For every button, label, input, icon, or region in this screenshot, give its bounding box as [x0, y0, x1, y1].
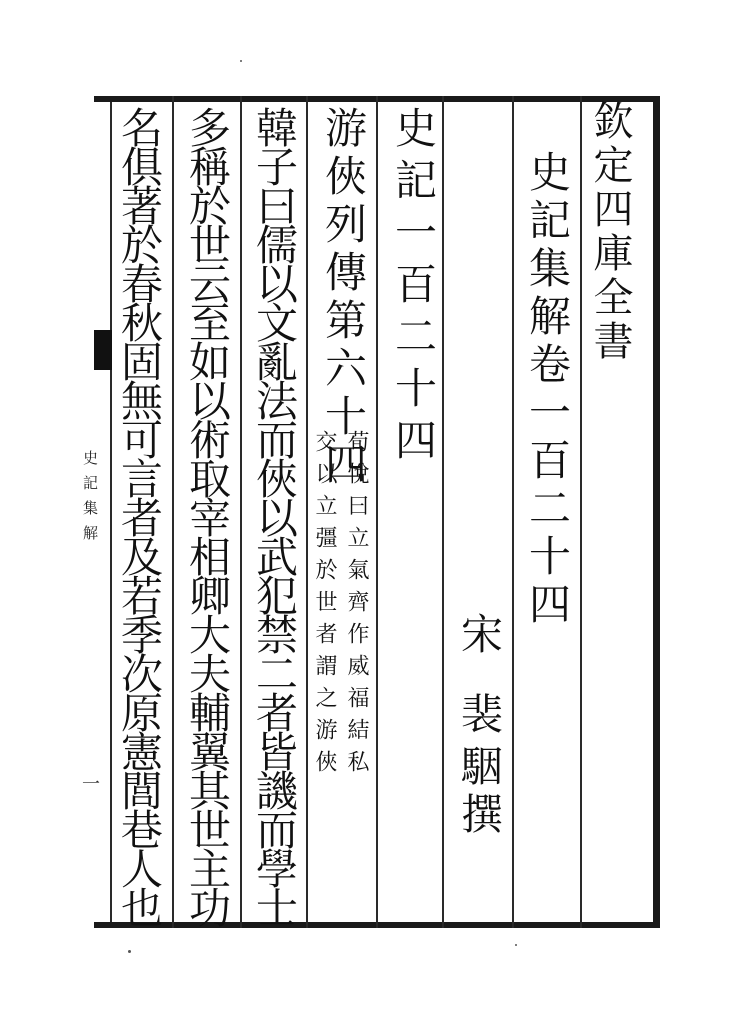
- annotation-note-left: 交以立彊於世者謂之游俠: [312, 430, 337, 782]
- book-title: 史記集解卷一百二十四: [523, 150, 572, 630]
- column-rule: [172, 96, 174, 928]
- column-rule: [442, 96, 444, 928]
- author-name: 裴駰: [455, 692, 504, 796]
- chapter-title: 游俠列傳第六十四: [319, 106, 368, 490]
- column-rule: [306, 96, 308, 928]
- scan-speck: [240, 60, 242, 62]
- body-text-column: 多稱於世云至如以術取宰相卿大夫輔翼其世主功: [183, 106, 232, 925]
- author-role: 撰: [455, 792, 504, 840]
- scan-speck: [515, 944, 517, 946]
- column-rule: [512, 96, 514, 928]
- column-rule: [376, 96, 378, 928]
- chapter-heading: 史記一百二十四: [389, 106, 438, 470]
- body-text-column: 韓子曰儒以文亂法而俠以武犯禁二者皆譏而學士: [250, 106, 299, 925]
- body-text-column: 名俱著於春秋固無可言者及若季次原憲閭巷人也: [115, 106, 164, 925]
- header-title: 欽定四庫全書: [587, 100, 633, 364]
- margin-book-label: 史記集解: [81, 450, 99, 550]
- annotation-note-right: 荀悅曰立氣齊作威福結私: [344, 430, 369, 782]
- column-rule: [240, 96, 242, 928]
- scan-speck: [128, 950, 131, 953]
- author-dynasty: 宋: [455, 612, 504, 660]
- column-rule: [580, 96, 582, 928]
- margin-page-number: 一: [82, 774, 100, 795]
